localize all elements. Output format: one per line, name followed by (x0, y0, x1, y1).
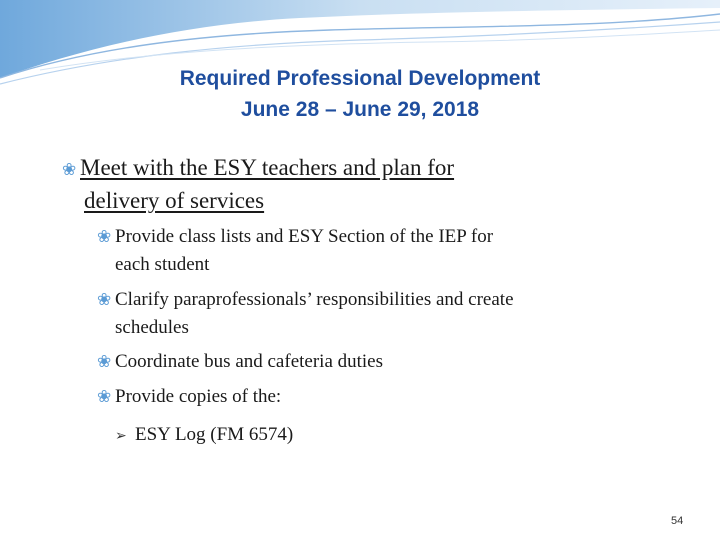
bullet-icon: ❀ (97, 387, 112, 406)
sub-bullet (97, 348, 677, 376)
slide-subtitle-date: June 28 – June 29, 2018 (240, 98, 480, 121)
sub-bullet-line2: schedules (115, 317, 189, 338)
arrow-icon: ➢ (115, 429, 127, 444)
main-bullet (62, 152, 662, 216)
sub-bullet (97, 223, 677, 279)
bullet-icon: ❀ (97, 352, 112, 371)
sub-sub-bullet (115, 421, 293, 451)
sub-bullet (97, 286, 677, 342)
bullet-icon: ❀ (97, 227, 112, 246)
sub-sub-bullet-text: ESY Log (FM 6574) (135, 424, 294, 445)
sub-bullet-line1: Provide copies of the: (115, 386, 282, 407)
sub-bullet-line1: Provide class lists and ESY Section of the IEP for (115, 226, 494, 247)
bullet-icon: ❀ (97, 290, 112, 309)
page-number: 54 (671, 515, 684, 527)
sub-bullet-line1: Coordinate bus and cafeteria duties (115, 351, 384, 372)
bullet-icon: ❀ (62, 160, 77, 179)
slide-title: Required Professional Development (179, 67, 541, 90)
sub-bullet-line2: each student (115, 254, 210, 275)
sub-bullet (97, 383, 677, 411)
sub-bullet-line1: Clarify paraprofessionals’ responsibilities and create (115, 289, 514, 310)
main-bullet-line2: delivery of services (84, 188, 265, 213)
main-bullet-line1: Meet with the ESY teachers and plan for (80, 155, 455, 180)
